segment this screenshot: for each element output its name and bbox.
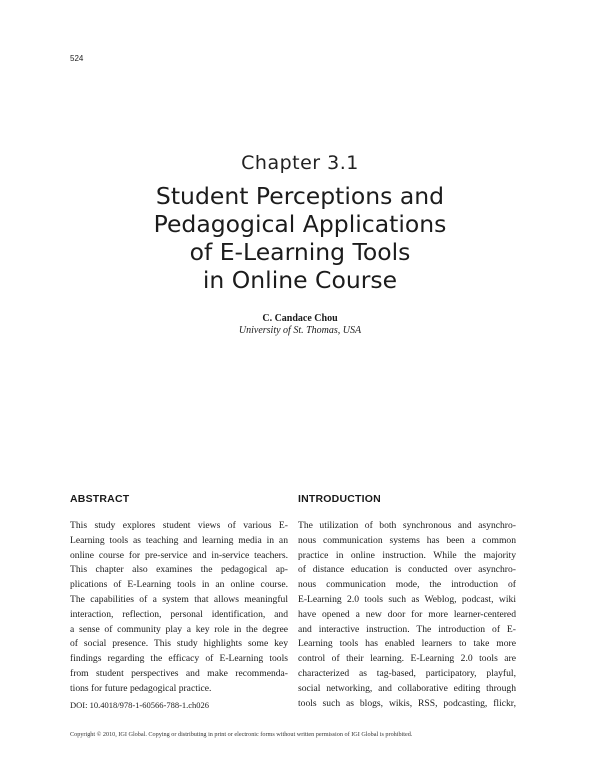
abstract-body — [70, 519, 288, 697]
introduction-line: practice in online instruction. While the majority — [298, 549, 516, 561]
abstract-line: The capabilities of a system that allows meaningful — [70, 593, 288, 605]
author-name: C. Candace Chou — [262, 313, 338, 324]
introduction-line: control of their learning. E-Learning 2.0 tools are — [298, 653, 516, 665]
introduction-line: Learning tools has enabled learners to take more — [298, 638, 516, 650]
abstract-line: This study explores student views of various E- — [70, 520, 288, 531]
doi: DOI: 10.4018/978-1-60566-788-1.ch026 — [70, 700, 210, 710]
introduction-line: nous communication mode, the introduction of — [298, 579, 516, 591]
copyright-notice: Copyright © 2010, IGI Global. Copying or distributing in print or electronic forms without written permission of IGI Global is prohibited. — [70, 731, 413, 738]
introduction-line: of distance education is conducted over asynchro- — [298, 564, 516, 576]
title-line: of E-Learning Tools — [189, 238, 411, 266]
abstract-line: tions for future pedagogical practice. — [70, 682, 212, 694]
abstract-line: findings regarding the efficacy of E-Learning tools — [70, 653, 288, 665]
abstract-line: This chapter also examines the pedagogical ap- — [70, 564, 288, 576]
title-line: in Online Course — [202, 266, 398, 294]
chapter-label: Chapter 3.1 — [241, 152, 359, 174]
introduction-line: The utilization of both synchronous and asynchro- — [298, 520, 516, 531]
introduction-line: have opened a new door for more learner-centered — [298, 608, 516, 620]
title-line: Student Perceptions and — [155, 182, 445, 210]
abstract-line: plications of E-Learning tools in an online course. — [70, 579, 288, 591]
page-number: 524 — [70, 54, 84, 63]
abstract-line: of social presence. This study highlights some key — [70, 638, 288, 650]
abstract-line: Learning tools as teaching and learning media in an — [70, 534, 288, 546]
introduction-line: nous communication systems has been a common — [298, 534, 516, 546]
abstract-line: interaction, reflection, personal identification, and — [70, 608, 288, 620]
abstract-line: from student perspectives and make recommenda- — [70, 667, 288, 679]
introduction-line: E-Learning 2.0 tools such as Weblog, podcast, wiki — [298, 593, 516, 605]
introduction-line: social networking, and collaborative editing through — [298, 682, 516, 694]
abstract-heading: ABSTRACT — [70, 493, 130, 505]
author-affiliation: University of St. Thomas, USA — [238, 325, 362, 336]
introduction-heading: INTRODUCTION — [298, 493, 381, 505]
introduction-line: tools such as blogs, wikis, RSS, podcasting, flickr, — [298, 697, 516, 709]
chapter-title — [0, 182, 600, 294]
introduction-body — [298, 519, 516, 711]
introduction-line: and interactive instruction. The introduction of E- — [298, 623, 516, 635]
abstract-line: online course for pre-service and in-service teachers. — [70, 549, 288, 561]
introduction-line: characterized as tag-based, participatory, playful, — [298, 667, 516, 679]
title-line: Pedagogical Applications — [153, 210, 447, 238]
abstract-line: a sense of community play a key role in the degree — [70, 623, 288, 635]
